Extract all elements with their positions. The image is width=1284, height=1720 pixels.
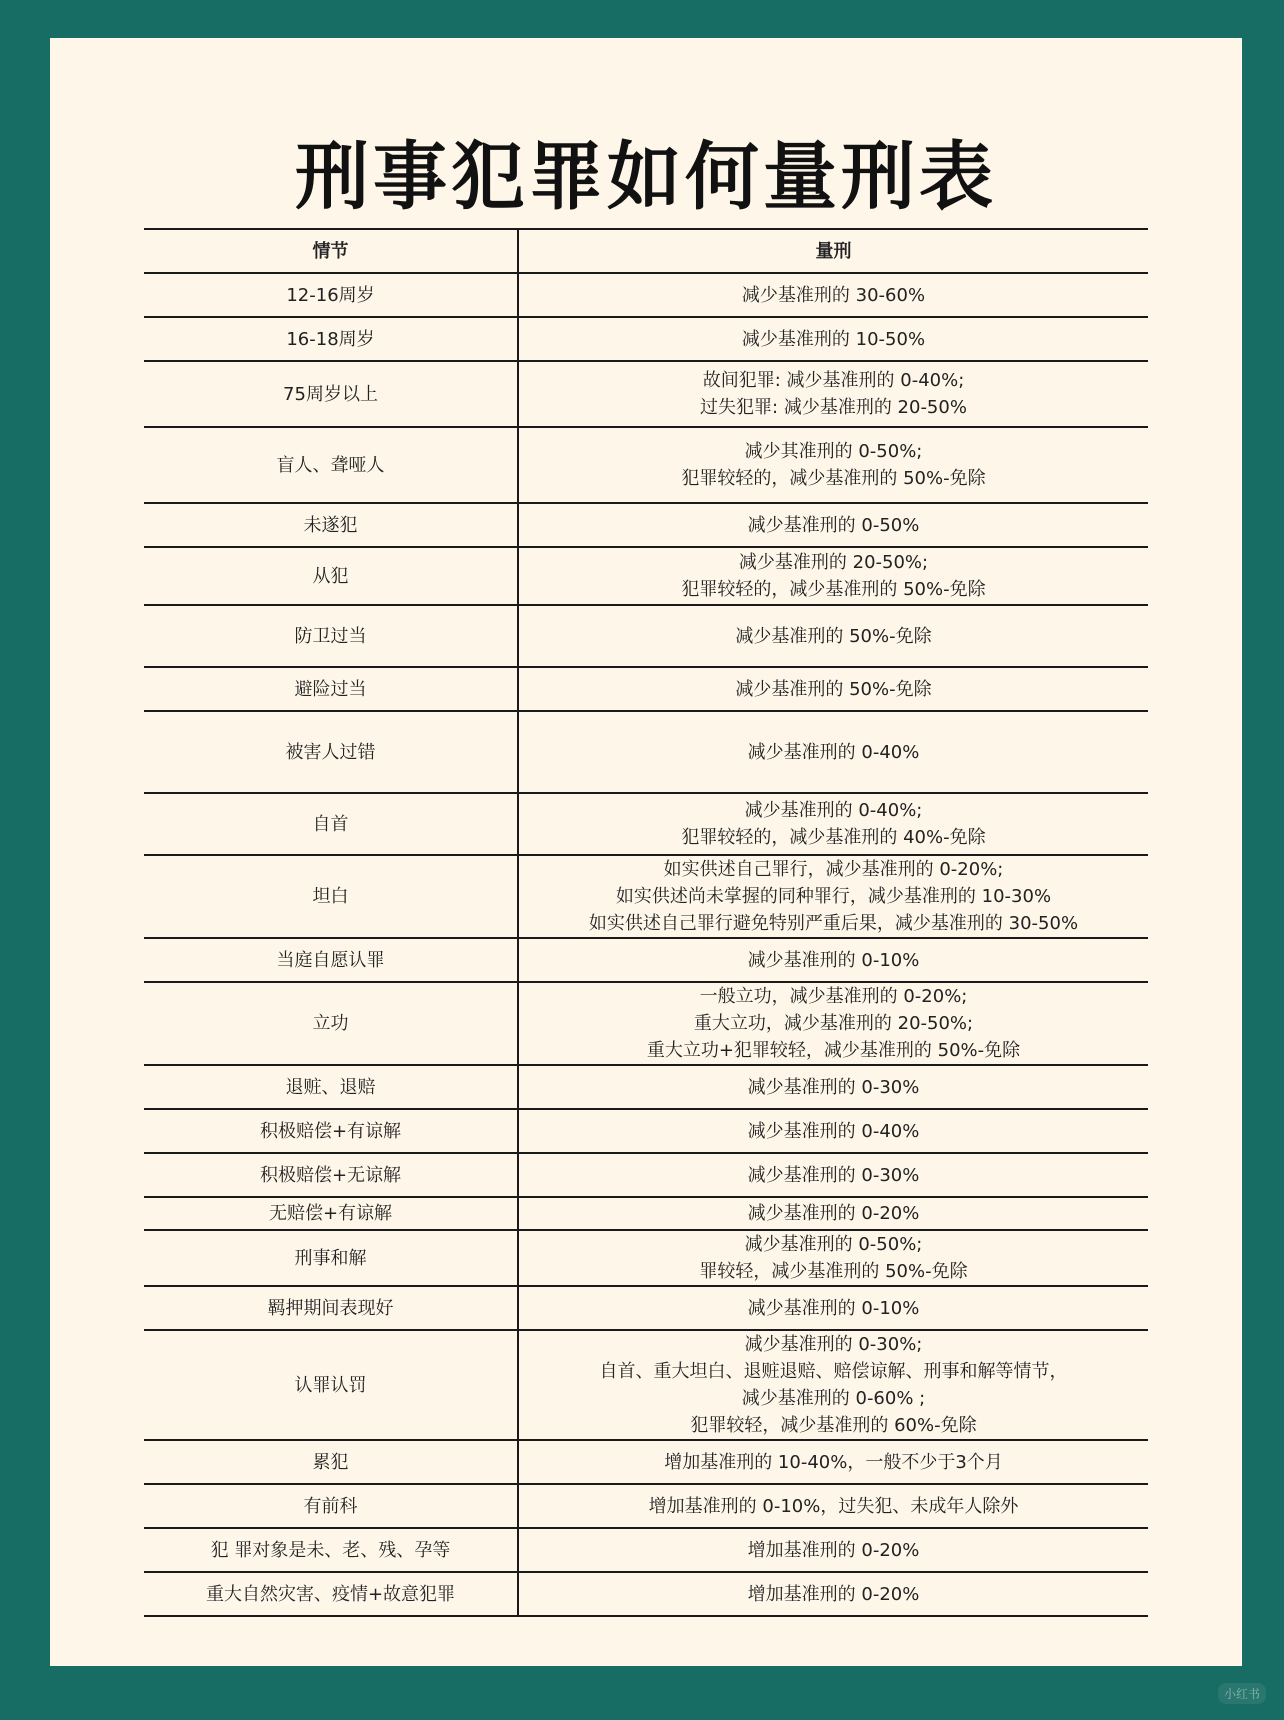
circumstance-cell: 立功 — [144, 982, 518, 1065]
table-row — [144, 1197, 1148, 1230]
sentencing-line: 自首、重大坦白、退赃退赔、赔偿谅解、刑事和解等情节， — [599, 1361, 1068, 1382]
circumstance-cell: 有前科 — [144, 1484, 518, 1528]
circumstance-cell: 认罪认罚 — [144, 1330, 518, 1440]
sentencing-line: 减少基准刑的 20-50%; — [738, 552, 929, 573]
sentencing-line: 减少基准刑的 0-30% — [747, 1164, 920, 1186]
table-row — [144, 1528, 1148, 1572]
header-sentencing: 量刑 — [518, 229, 1148, 273]
sentencing-cell — [518, 605, 1148, 667]
document-card — [50, 38, 1242, 1666]
table-row — [144, 317, 1148, 361]
circumstance-cell: 避险过当 — [144, 667, 518, 711]
sentencing-cell — [518, 503, 1148, 547]
sentencing-cell — [518, 1109, 1148, 1153]
table-row — [144, 793, 1148, 855]
circumstance-cell: 当庭自愿认罪 — [144, 938, 518, 982]
circumstance-cell: 从犯 — [144, 547, 518, 605]
sentencing-cell — [518, 1528, 1148, 1572]
sentencing-table — [144, 228, 1148, 1617]
sentencing-cell — [518, 855, 1148, 938]
sentencing-line: 减少基准刑的 0-60% ; — [741, 1388, 926, 1409]
table-row — [144, 605, 1148, 667]
sentencing-cell — [518, 1572, 1148, 1616]
table-row — [144, 503, 1148, 547]
sentencing-cell — [518, 711, 1148, 793]
sentencing-cell — [518, 1286, 1148, 1330]
sentencing-line: 犯罪较轻的，减少基准刑的 40%-免除 — [681, 827, 986, 848]
sentencing-line: 犯罪较轻的，减少基准刑的 50%-免除 — [681, 579, 986, 600]
table-row — [144, 1153, 1148, 1197]
sentencing-cell — [518, 793, 1148, 855]
sentencing-line: 如实供述自己罪行避免特别严重后果，减少基准刑的 30-50% — [588, 913, 1079, 934]
sentencing-line: 如实供述尚未掌握的同种罪行，减少基准刑的 10-30% — [615, 886, 1052, 907]
table-row — [144, 1440, 1148, 1484]
sentencing-cell — [518, 273, 1148, 317]
sentencing-line: 故间犯罪: 减少基准刑的 0-40%; — [702, 370, 965, 391]
sentencing-line: 增加基准刑的 0-20% — [747, 1539, 920, 1561]
sentencing-line: 减少基准刑的 0-50%; — [744, 1234, 923, 1255]
sentencing-cell — [518, 1330, 1148, 1440]
sentencing-line: 一般立功，减少基准刑的 0-20%; — [699, 986, 968, 1007]
circumstance-cell: 未遂犯 — [144, 503, 518, 547]
circumstance-cell: 累犯 — [144, 1440, 518, 1484]
sentencing-line: 减少基准刑的 0-20% — [747, 1203, 920, 1224]
sentencing-cell — [518, 547, 1148, 605]
sentencing-line: 减少基准刑的 30-60% — [741, 284, 926, 306]
sentencing-line: 罪较轻，减少基准刑的 50%-免除 — [699, 1261, 968, 1282]
sentencing-cell — [518, 938, 1148, 982]
table-row — [144, 1230, 1148, 1286]
sentencing-line: 增加基准刑的 0-10%，过失犯、未成年人除外 — [648, 1495, 1019, 1517]
watermark-logo: 小红书 — [1218, 1683, 1266, 1704]
sentencing-cell — [518, 427, 1148, 503]
sentencing-cell — [518, 361, 1148, 427]
sentencing-cell — [518, 1230, 1148, 1286]
sentencing-line: 减少基准刑的 0-30% — [747, 1076, 920, 1098]
sentencing-line: 减少基准刑的 0-30%; — [744, 1334, 923, 1355]
table-row — [144, 1572, 1148, 1616]
table-row — [144, 1330, 1148, 1440]
circumstance-cell: 刑事和解 — [144, 1230, 518, 1286]
sentencing-line: 减少基准刑的 0-40% — [747, 741, 920, 763]
sentencing-cell — [518, 1484, 1148, 1528]
table-row — [144, 982, 1148, 1065]
table-body — [144, 273, 1148, 1616]
circumstance-cell: 无赔偿+有谅解 — [144, 1197, 518, 1230]
table-row — [144, 711, 1148, 793]
table-row — [144, 1065, 1148, 1109]
sentencing-cell — [518, 1153, 1148, 1197]
sentencing-line: 犯罪较轻的，减少基准刑的 50%-免除 — [681, 468, 986, 489]
sentencing-line: 如实供述自己罪行，减少基准刑的 0-20%; — [663, 859, 1004, 880]
table-row — [144, 1484, 1148, 1528]
sentencing-cell — [518, 667, 1148, 711]
table-header-row — [144, 229, 1148, 273]
sentencing-line: 减少基准刑的 50%-免除 — [735, 625, 932, 647]
table-row — [144, 855, 1148, 938]
table-row — [144, 547, 1148, 605]
circumstance-cell: 退赃、退赔 — [144, 1065, 518, 1109]
circumstance-cell: 犯 罪对象是未、老、残、孕等 — [144, 1528, 518, 1572]
circumstance-cell: 75周岁以上 — [144, 361, 518, 427]
sentencing-cell — [518, 982, 1148, 1065]
circumstance-cell: 羁押期间表现好 — [144, 1286, 518, 1330]
sentencing-line: 重大立功+犯罪较轻，减少基准刑的 50%-免除 — [646, 1040, 1021, 1061]
sentencing-cell — [518, 1440, 1148, 1484]
sentencing-line: 增加基准刑的 0-20% — [747, 1583, 920, 1605]
circumstance-cell: 积极赔偿+无谅解 — [144, 1153, 518, 1197]
sentencing-line: 减少基准刑的 0-40% — [747, 1120, 920, 1142]
sentencing-line: 减少基准刑的 0-40%; — [744, 800, 923, 821]
sentencing-line: 减少基准刑的 0-10% — [747, 949, 920, 971]
table-row — [144, 1286, 1148, 1330]
sentencing-line: 过失犯罪: 减少基准刑的 20-50% — [700, 397, 967, 418]
circumstance-cell: 16-18周岁 — [144, 317, 518, 361]
sentencing-line: 减少基准刑的 50%-免除 — [735, 678, 932, 700]
table-row — [144, 361, 1148, 427]
circumstance-cell: 被害人过错 — [144, 711, 518, 793]
sentencing-line: 减少其准刑的 0-50%; — [744, 441, 923, 462]
table-row — [144, 667, 1148, 711]
circumstance-cell: 12-16周岁 — [144, 273, 518, 317]
sentencing-line: 增加基准刑的 10-40%，一般不少于3个月 — [664, 1451, 1003, 1473]
circumstance-cell: 重大自然灾害、疫情+故意犯罪 — [144, 1572, 518, 1616]
table-row — [144, 938, 1148, 982]
circumstance-cell: 防卫过当 — [144, 605, 518, 667]
sentencing-cell — [518, 1197, 1148, 1230]
sentencing-cell — [518, 317, 1148, 361]
sentencing-line: 减少基准刑的 10-50% — [741, 328, 926, 350]
sentencing-cell — [518, 1065, 1148, 1109]
page-title: 刑事犯罪如何量刑表 — [295, 134, 997, 220]
header-circumstance: 情节 — [144, 229, 518, 273]
sentencing-line: 减少基准刑的 0-10% — [747, 1297, 920, 1319]
table-row — [144, 1109, 1148, 1153]
sentencing-line: 犯罪较轻，减少基准刑的 60%-免除 — [690, 1415, 977, 1436]
circumstance-cell: 自首 — [144, 793, 518, 855]
table-row — [144, 273, 1148, 317]
sentencing-line: 减少基准刑的 0-50% — [747, 514, 920, 536]
circumstance-cell: 坦白 — [144, 855, 518, 938]
sentencing-line: 重大立功，减少基准刑的 20-50%; — [693, 1013, 974, 1034]
circumstance-cell: 积极赔偿+有谅解 — [144, 1109, 518, 1153]
table-row — [144, 427, 1148, 503]
circumstance-cell: 盲人、聋哑人 — [144, 427, 518, 503]
